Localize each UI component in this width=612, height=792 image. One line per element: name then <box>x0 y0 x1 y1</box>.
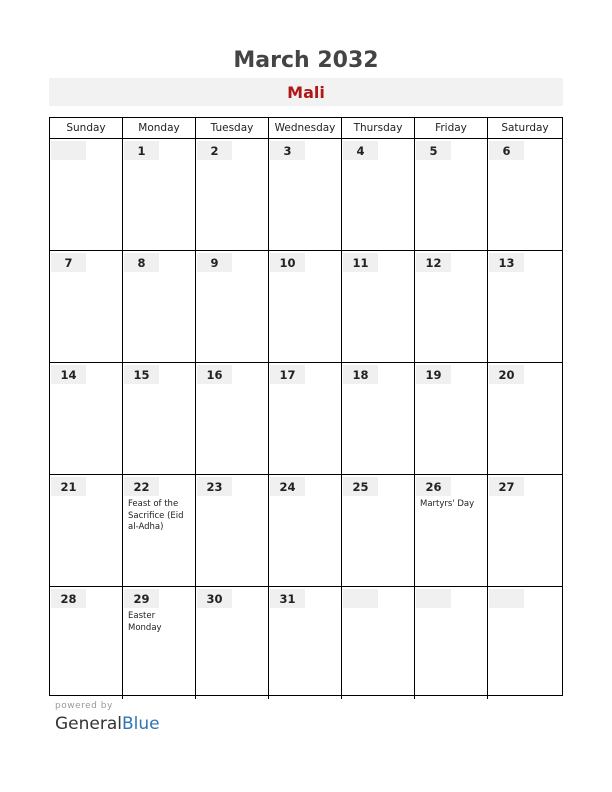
day-number: 8 <box>137 256 146 270</box>
day-number: 12 <box>425 256 442 270</box>
day-cell-7 <box>50 251 122 362</box>
day-cell-24 <box>268 475 341 586</box>
day-cell-8 <box>122 251 195 362</box>
empty-day-cell <box>414 587 487 699</box>
day-number: 3 <box>283 144 292 158</box>
day-number: 9 <box>210 256 219 270</box>
day-number-box <box>124 141 159 160</box>
day-cell-4 <box>341 139 414 250</box>
day-number: 2 <box>210 144 219 158</box>
day-number-box <box>343 141 378 160</box>
day-number-box <box>270 253 305 272</box>
day-cell-20 <box>487 363 562 474</box>
day-number-box <box>124 365 159 384</box>
weekday-header-saturday: Saturday <box>487 118 562 138</box>
day-cell-25 <box>341 475 414 586</box>
day-number-box <box>489 253 524 272</box>
day-cell-13 <box>487 251 562 362</box>
day-number-box <box>51 253 86 272</box>
day-number-box <box>343 253 378 272</box>
day-cell-3 <box>268 139 341 250</box>
day-cell-6 <box>487 139 562 250</box>
brand-blue: Blue <box>122 714 160 734</box>
day-number-box <box>197 477 232 496</box>
day-cell-9 <box>195 251 268 362</box>
day-number: 24 <box>279 480 296 494</box>
weekday-header-sunday: Sunday <box>66 122 106 134</box>
day-cell-18 <box>341 363 414 474</box>
holiday-label: Feast of the Sacrifice (Eid al-Adha) <box>128 499 184 532</box>
day-number-box <box>51 365 86 384</box>
week-row <box>50 587 562 699</box>
weekday-header-thursday: Thursday <box>341 118 414 138</box>
day-number: 25 <box>352 480 369 494</box>
holiday-label: Martyrs' Day <box>420 499 475 509</box>
day-cell-12 <box>414 251 487 362</box>
day-cell-31 <box>268 587 341 699</box>
day-number: 16 <box>206 368 223 382</box>
day-number-box <box>489 477 524 496</box>
empty-day-cell <box>341 587 414 699</box>
day-number-box <box>489 365 524 384</box>
holiday-label: Easter Monday <box>128 611 162 633</box>
day-number: 27 <box>498 480 515 494</box>
day-cell-10 <box>268 251 341 362</box>
day-cell-30 <box>195 587 268 699</box>
day-cell-21 <box>50 475 122 586</box>
day-number-box <box>343 365 378 384</box>
day-number: 29 <box>133 592 150 606</box>
day-cell-26 <box>414 475 487 586</box>
day-cell-23 <box>195 475 268 586</box>
day-number-box <box>124 477 159 496</box>
day-number-box <box>51 477 86 496</box>
day-number: 20 <box>498 368 515 382</box>
day-number-box <box>489 141 524 160</box>
day-number: 23 <box>206 480 223 494</box>
day-number-box <box>270 477 305 496</box>
day-cell-27 <box>487 475 562 586</box>
day-number-box <box>270 589 305 608</box>
day-cell-14 <box>50 363 122 474</box>
day-cell-17 <box>268 363 341 474</box>
weekday-header-wednesday: Wednesday <box>268 118 341 138</box>
day-number-box <box>197 141 232 160</box>
day-number-box <box>416 141 451 160</box>
footer <box>55 700 160 735</box>
week-row <box>50 363 562 475</box>
day-cell-2 <box>195 139 268 250</box>
day-number: 19 <box>425 368 442 382</box>
day-number: 13 <box>498 256 515 270</box>
day-number-box <box>416 365 451 384</box>
day-number-box <box>270 141 305 160</box>
day-number: 17 <box>279 368 296 382</box>
day-number: 26 <box>425 480 442 494</box>
calendar-grid <box>49 117 563 696</box>
day-number: 22 <box>133 480 150 494</box>
day-number: 18 <box>352 368 369 382</box>
day-cell-19 <box>414 363 487 474</box>
day-number-box <box>343 589 378 608</box>
weekday-header-row <box>50 118 562 139</box>
day-cell-15 <box>122 363 195 474</box>
day-number-box <box>489 589 524 608</box>
day-number: 11 <box>352 256 369 270</box>
day-number-box <box>270 365 305 384</box>
day-cell-28 <box>50 587 122 699</box>
day-number: 5 <box>429 144 438 158</box>
weekday-header-monday: Monday <box>122 118 195 138</box>
day-number-box <box>51 589 86 608</box>
day-number: 10 <box>279 256 296 270</box>
day-number-box <box>51 141 86 160</box>
week-row <box>50 475 562 587</box>
day-cell-29 <box>122 587 195 699</box>
day-number: 1 <box>137 144 146 158</box>
day-number-box <box>124 253 159 272</box>
day-number-box <box>343 477 378 496</box>
weekday-header-tuesday: Tuesday <box>195 118 268 138</box>
country-name: Mali <box>287 83 325 102</box>
weekday-header-friday: Friday <box>414 118 487 138</box>
day-number: 31 <box>279 592 296 606</box>
day-number: 6 <box>502 144 511 158</box>
country-banner <box>49 78 563 106</box>
day-cell-11 <box>341 251 414 362</box>
day-number-box <box>416 477 451 496</box>
brand-logo <box>55 713 160 735</box>
day-number-box <box>416 253 451 272</box>
day-cell-16 <box>195 363 268 474</box>
powered-by-text: powered by <box>55 701 113 711</box>
day-number-box <box>197 253 232 272</box>
empty-day-cell <box>50 139 122 250</box>
day-cell-5 <box>414 139 487 250</box>
day-number-box <box>197 365 232 384</box>
day-number-box <box>124 589 159 608</box>
day-cell-1 <box>122 139 195 250</box>
day-cell-22 <box>122 475 195 586</box>
week-row <box>50 251 562 363</box>
day-number-box <box>416 589 451 608</box>
day-number: 4 <box>356 144 365 158</box>
day-number: 21 <box>60 480 77 494</box>
day-number-box <box>197 589 232 608</box>
day-number: 28 <box>60 592 77 606</box>
day-number: 7 <box>64 256 73 270</box>
brand-general: General <box>55 714 122 734</box>
page-title: March 2032 <box>233 48 379 73</box>
day-number: 15 <box>133 368 150 382</box>
empty-day-cell <box>487 587 562 699</box>
week-row <box>50 139 562 251</box>
day-number: 30 <box>206 592 223 606</box>
day-number: 14 <box>60 368 77 382</box>
